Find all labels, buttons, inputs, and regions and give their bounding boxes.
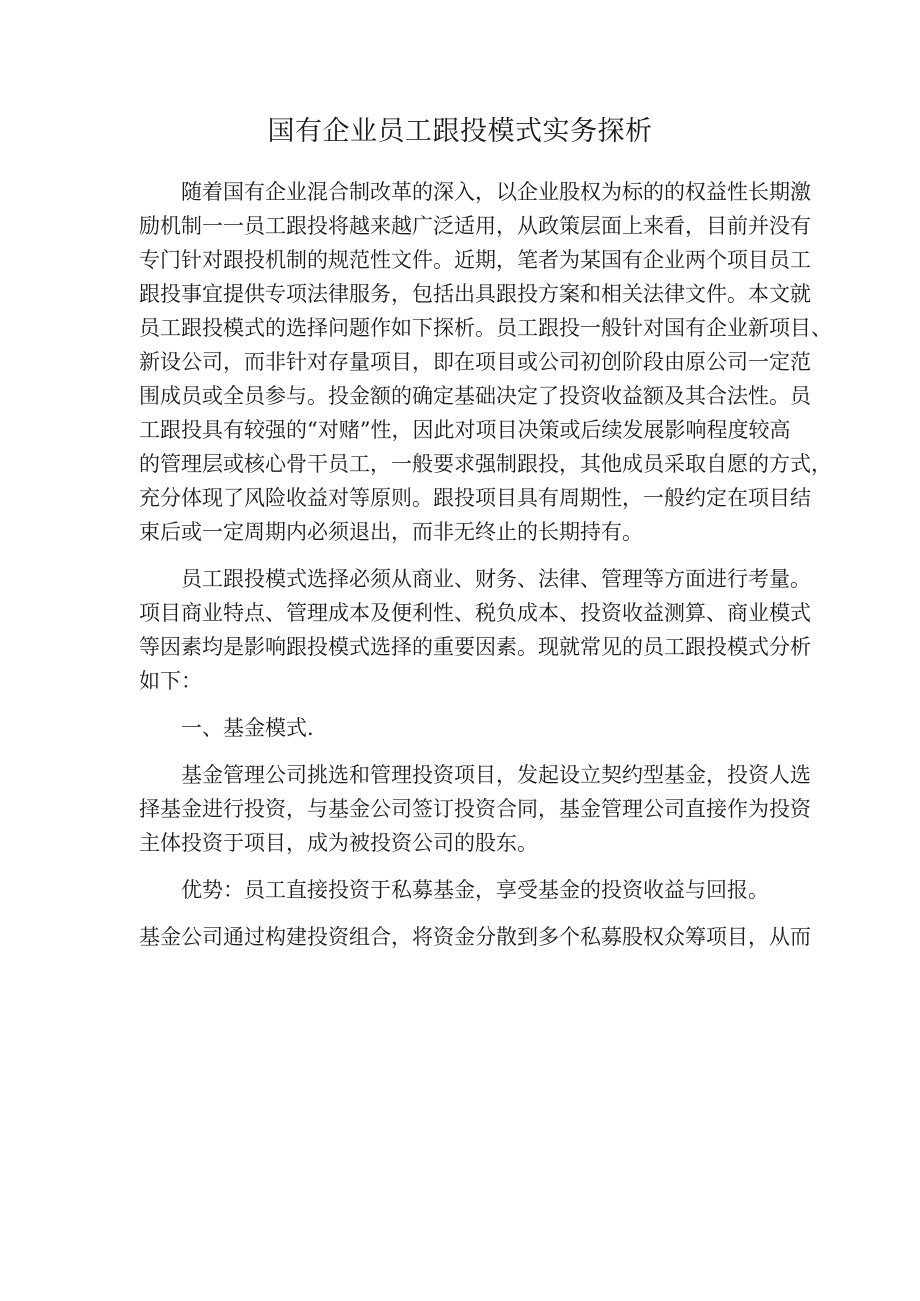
text-line: 新设公司，而非针对存量项目，即在项目或公司初创阶段由原公司一定范 xyxy=(139,350,811,374)
text-line: 的管理层或核心骨干员工，一般要求强制跟投，其他成员采取自愿的方式， xyxy=(139,452,832,476)
text-line: 束后或一定周期内必须退出，而非无终止的长期持有。 xyxy=(139,520,643,544)
document-body xyxy=(139,175,832,967)
text-line: 等因素均是影响跟投模式选择的重要因素。现就常见的员工跟投模式分析 xyxy=(139,635,811,659)
paragraph-considerations xyxy=(139,562,811,698)
section-heading xyxy=(139,711,793,745)
text-line: 围成员或全员参与。投金额的确定基础决定了投资收益额及其合法性。员 xyxy=(139,384,811,408)
paragraph-fund-model xyxy=(139,758,811,860)
text-line: 随着国有企业混合制改革的深入，以企业股权为标的的权益性长期激 xyxy=(181,180,811,204)
paragraph-advantage xyxy=(139,873,793,907)
text-line: 员工跟投模式选择必须从商业、财务、法律、管理等方面进行考量。 xyxy=(181,567,811,591)
paragraph-continuation xyxy=(139,920,811,954)
text-line: 充分体现了风险收益对等原则。跟投项目具有周期性，一般约定在项目结 xyxy=(139,486,811,510)
paragraph-intro xyxy=(139,175,832,549)
text-line: 跟投事宜提供专项法律服务，包括出具跟投方案和相关法律文件。本文就 xyxy=(139,282,811,306)
text-line: 励机制一一员工跟投将越来越广泛适用，从政策层面上来看，目前并没有 xyxy=(139,214,811,238)
text-line: 专门针对跟投机制的规范性文件。近期，笔者为某国有企业两个项目员工 xyxy=(139,248,811,272)
text-line: 主体投资于项目，成为被投资公司的股东。 xyxy=(139,831,538,855)
text-line: 优势：员工直接投资于私募基金，享受基金的投资收益与回报。 xyxy=(181,878,769,902)
text-line: 员工跟投模式的选择问题作如下探析。员工跟投一般针对国有企业新项目、 xyxy=(139,316,832,340)
text-line: 基金管理公司挑选和管理投资项目，发起设立契约型基金，投资人选 xyxy=(181,763,811,787)
text-line: 一、基金模式. xyxy=(181,716,314,740)
text-line: 择基金进行投资，与基金公司签订投资合同，基金管理公司直接作为投资 xyxy=(139,797,811,821)
text-line: 如下： xyxy=(139,669,202,693)
text-line: 基金公司通过构建投资组合，将资金分散到多个私募股权众筹项目，从而 xyxy=(139,925,811,949)
text-line: 工跟投具有较强的“对赌”性，因此对项目决策或后续发展影响程度较高 xyxy=(139,418,791,442)
document-title: 国有企业员工跟投模式实务探析 xyxy=(267,116,653,147)
text-line: 项目商业特点、管理成本及便利性、税负成本、投资收益测算、商业模式 xyxy=(139,601,811,625)
